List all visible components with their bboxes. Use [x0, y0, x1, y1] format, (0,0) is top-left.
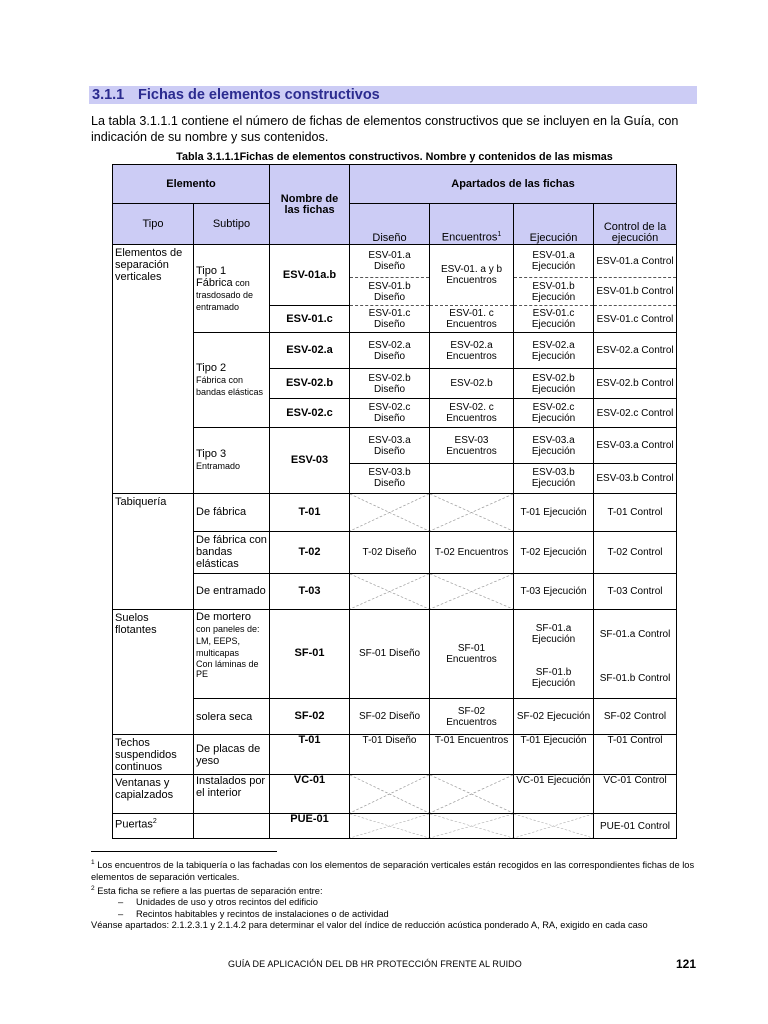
- header-nombre: Nombre de las fichas: [270, 165, 350, 245]
- cell-sf01a-ejecucion: SF-01.a Ejecución: [514, 609, 594, 659]
- cell-esv01c-control: ESV-01.c Control: [594, 306, 677, 333]
- cell-esv02a-ejecucion: ESV-02.a Ejecución: [514, 333, 594, 369]
- cell-esv02b-ejecucion: ESV-02.b Ejecución: [514, 369, 594, 399]
- footnotes: [91, 857, 701, 932]
- cell-esv02c-diseno: ESV-02.c Diseño: [350, 399, 430, 428]
- subtipo-ventanas: Instalados por el interior: [194, 775, 270, 814]
- subtipo-tipo3: Tipo 3 Entramado: [194, 428, 270, 493]
- cell-t01-diseno-na: [350, 493, 430, 531]
- cell-esv02b-control: ESV-02.b Control: [594, 369, 677, 399]
- section-heading: [89, 86, 697, 104]
- cell-esv03a-diseno: ESV-03.a Diseño: [350, 428, 430, 464]
- cell-t02-encuentros: T-02 Encuentros: [430, 531, 514, 573]
- cell-esv02b-diseno: ESV-02.b Diseño: [350, 369, 430, 399]
- nombre-esv01ab: ESV-01a.b: [270, 245, 350, 306]
- cell-esv01a-diseno: ESV-01.a Diseño: [350, 245, 430, 278]
- subtipo-sf-mortero: De mortero con paneles de: LM, EEPS, multicapas: [194, 609, 270, 659]
- cell-esv03b-diseno: ESV-03.b Diseño: [350, 464, 430, 493]
- nombre-esv02b: ESV-02.b: [270, 369, 350, 399]
- header-apartados: Apartados de las fichas: [350, 165, 677, 204]
- cell-pue01-diseno-na: [350, 814, 430, 839]
- cell-t03-ejecucion: T-03 Ejecución: [514, 573, 594, 609]
- cell-esv01b-ejecucion: ESV-01.b Ejecución: [514, 278, 594, 306]
- cell-sf01-diseno: SF-01 Diseño: [350, 609, 430, 699]
- footnote-rule: [91, 851, 277, 852]
- nombre-t01: T-01: [270, 493, 350, 531]
- footnote-3: Véanse apartados: 2.1.2.3.1 y 2.1.4.2 para determinar el valor del índice de reducción acústica ponderado A, RA, exigido en cada caso: [91, 920, 648, 931]
- nombre-techos: T-01: [270, 735, 350, 775]
- nombre-vc01: VC-01: [270, 775, 350, 814]
- cell-esv01b-diseno: ESV-01.b Diseño: [350, 278, 430, 306]
- cell-esv02b-encuentros: ESV-02.b: [430, 369, 514, 399]
- footnote-bullet-2: – Recintos habitables y recintos de instalaciones o de actividad: [118, 908, 389, 919]
- cell-t03-control: T-03 Control: [594, 573, 677, 609]
- cell-sf01-encuentros: SF-01 Encuentros: [430, 609, 514, 699]
- subtipo-t01: De fábrica: [194, 493, 270, 531]
- nombre-t02: T-02: [270, 531, 350, 573]
- cell-vc01-ejecucion: VC-01 Ejecución: [514, 775, 594, 814]
- header-encuentros: Encuentros$^1$: [430, 204, 514, 245]
- cell-esv02c-ejecucion: ESV-02.c Ejecución: [514, 399, 594, 428]
- cell-esv02a-control: ESV-02.a Control: [594, 333, 677, 369]
- cell-esv02c-encuentros: ESV-02. c Encuentros: [430, 399, 514, 428]
- section-number: 3.1.1: [92, 87, 125, 103]
- subtipo-tipo2: Tipo 2 Fábrica con bandas elásticas: [194, 333, 270, 428]
- cell-esv03b-ejecucion: ESV-03.b Ejecución: [514, 464, 594, 493]
- cell-t01-encuentros-na: [430, 493, 514, 531]
- cell-techos-encuentros: T-01 Encuentros: [430, 735, 514, 775]
- cell-esv01a-ejecucion: ESV-01.a Ejecución: [514, 245, 594, 278]
- cell-techos-control: T-01 Control: [594, 735, 677, 775]
- cell-t02-ejecucion: T-02 Ejecución: [514, 531, 594, 573]
- cell-esv02a-diseno: ESV-02.a Diseño: [350, 333, 430, 369]
- table-caption: Tabla 3.1.1.1Fichas de elementos constructivos. Nombre y contenidos de las mismas: [176, 151, 613, 163]
- cell-esv01c-encuentros: ESV-01. c Encuentros: [430, 306, 514, 333]
- cell-t01-ejecucion: T-01 Ejecución: [514, 493, 594, 531]
- cell-t01-control: T-01 Control: [594, 493, 677, 531]
- cell-esv01c-diseno: ESV-01.c Diseño: [350, 306, 430, 333]
- nombre-sf01: SF-01: [270, 609, 350, 699]
- cell-sf02-encuentros: SF-02 Encuentros: [430, 699, 514, 735]
- cell-pue01-control: PUE-01 Control: [594, 814, 677, 839]
- nombre-esv03: ESV-03: [270, 428, 350, 493]
- header-control: Control de la ejecución: [594, 204, 677, 245]
- nombre-pue01: PUE-01: [270, 814, 350, 839]
- tipo-tabiqueria: Tabiquería: [113, 493, 194, 609]
- cell-vc01-control: VC-01 Control: [594, 775, 677, 814]
- cell-esv02c-control: ESV-02.c Control: [594, 399, 677, 428]
- footnote-1: $^1$ Los encuentros de la tabiquería o las fachadas con los elementos de separación verticales están recogidos en las correspondientes fichas de los elementos de separación verticales.: [91, 859, 695, 882]
- cell-esv01ab-encuentros: ESV-01. a y b Encuentros: [430, 245, 514, 306]
- cell-sf02-ejecucion: SF-02 Ejecución: [514, 699, 594, 735]
- subtipo-t03: De entramado: [194, 573, 270, 609]
- page-number: 121: [676, 957, 697, 971]
- footnote-2: $^2$ Esta ficha se refiere a las puertas de separación entre:: [91, 884, 323, 896]
- subtipo-t02: De fábrica con bandas elásticas: [194, 531, 270, 573]
- cell-esv03-encuentros: ESV-03 Encuentros: [430, 428, 514, 464]
- cell-esv03b-control: ESV-03.b Control: [594, 464, 677, 493]
- section-title: Fichas de elementos constructivos: [138, 87, 380, 103]
- fichas-table: [112, 164, 677, 839]
- tipo-suelos: Suelos flotantes: [113, 609, 194, 735]
- subtipo-techos: De placas de yeso: [194, 735, 270, 775]
- cell-sf02-control: SF-02 Control: [594, 699, 677, 735]
- cell-vc01-diseno-na: [350, 775, 430, 814]
- cell-t03-diseno-na: [350, 573, 430, 609]
- cell-t02-diseno: T-02 Diseño: [350, 531, 430, 573]
- subtipo-puertas-empty: [194, 814, 270, 839]
- cell-pue01-encuentros-na: [430, 814, 514, 839]
- subtipo-sf-laminas: Con láminas de PE: [194, 659, 270, 699]
- header-elemento: Elemento: [113, 165, 270, 204]
- cell-techos-ejecucion: T-01 Ejecución: [514, 735, 594, 775]
- header-diseno: Diseño: [350, 204, 430, 245]
- nombre-esv02c: ESV-02.c: [270, 399, 350, 428]
- nombre-sf02: SF-02: [270, 699, 350, 735]
- header-subtipo: Subtipo: [194, 204, 270, 245]
- cell-t03-encuentros-na: [430, 573, 514, 609]
- nombre-esv02a: ESV-02.a: [270, 333, 350, 369]
- cell-esv02a-encuentros: ESV-02.a Encuentros: [430, 333, 514, 369]
- cell-sf01b-control: SF-01.b Control: [594, 659, 677, 699]
- header-ejecucion: Ejecución: [514, 204, 594, 245]
- header-tipo: Tipo: [113, 204, 194, 245]
- cell-sf01a-control: SF-01.a Control: [594, 609, 677, 659]
- cell-esv03a-control: ESV-03.a Control: [594, 428, 677, 464]
- nombre-t03: T-03: [270, 573, 350, 609]
- subtipo-sf02: solera seca: [194, 699, 270, 735]
- cell-pue01-ejecucion-na: [514, 814, 594, 839]
- cell-sf01b-ejecucion: SF-01.b Ejecución: [514, 659, 594, 699]
- cell-techos-diseno: T-01 Diseño: [350, 735, 430, 775]
- cell-esv01a-control: ESV-01.a Control: [594, 245, 677, 278]
- tipo-ventanas: Ventanas y capialzados: [113, 775, 194, 814]
- page-footer: GUÍA DE APLICACIÓN DEL DB HR PROTECCIÓN FRENTE AL RUIDO: [228, 959, 522, 969]
- cell-vc01-encuentros-na: [430, 775, 514, 814]
- cell-esv01c-ejecucion: ESV-01.c Ejecución: [514, 306, 594, 333]
- tipo-esv: Elementos de separación verticales: [113, 245, 194, 494]
- cell-esv01b-control: ESV-01.b Control: [594, 278, 677, 306]
- cell-t02-control: T-02 Control: [594, 531, 677, 573]
- tipo-techos: Techos suspendidos continuos: [113, 735, 194, 775]
- intro-paragraph: La tabla 3.1.1.1 contiene el número de fichas de elementos constructivos que se incluyen en la Guía, con indicación de su nombre y sus contenidos.: [91, 114, 679, 144]
- tipo-puertas: Puertas$^2$: [113, 814, 194, 839]
- footnote-bullet-1: – Unidades de uso y otros recintos del edificio: [118, 897, 318, 908]
- cell-esv03b-encuentros-empty: [430, 464, 514, 493]
- cell-esv03a-ejecucion: ESV-03.a Ejecución: [514, 428, 594, 464]
- cell-sf02-diseno: SF-02 Diseño: [350, 699, 430, 735]
- subtipo-tipo1: Tipo 1 Fábrica con trasdosado de entramado: [194, 245, 270, 333]
- nombre-esv01c: ESV-01.c: [270, 306, 350, 333]
